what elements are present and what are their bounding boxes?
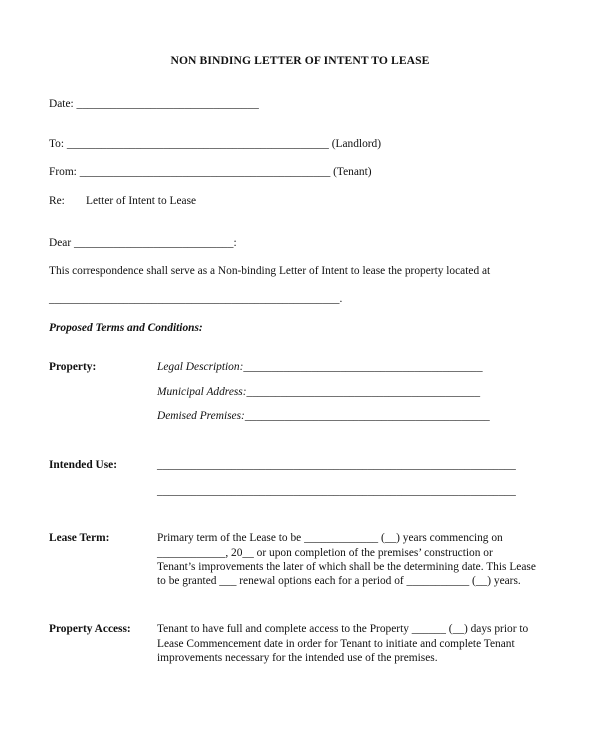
to-line: To: ______________________________________________ (Landlord) — [49, 138, 382, 150]
intended-use-line-1: _______________________________________________________________ — [157, 459, 516, 471]
from-line: From: ____________________________________________ (Tenant) — [49, 166, 372, 178]
municipal-address-line: Municipal Address:_________________________________________ — [157, 386, 481, 398]
demised-premises-line: Demised Premises:___________________________________________ — [157, 410, 490, 422]
legal-description-line: Legal Description:__________________________________________ — [157, 361, 483, 373]
dear-line: Dear ____________________________: — [49, 237, 237, 249]
re-label: Re: — [49, 195, 65, 207]
location-line: ___________________________________________________. — [49, 293, 343, 305]
lease-term-line-2: ____________, 20__ or upon completion of the premises’ construction or — [157, 547, 493, 559]
intended-use-label: Intended Use: — [49, 459, 118, 471]
proposed-terms-heading: Proposed Terms and Conditions: — [49, 322, 203, 334]
intended-use-line-2: _______________________________________________________________ — [157, 485, 516, 497]
re-text: Letter of Intent to Lease — [86, 195, 197, 207]
lease-term-label: Lease Term: — [49, 532, 110, 544]
property-access-label: Property Access: — [49, 623, 131, 635]
lease-term-line-4: to be granted ___ renewal options each for a period of ___________ (__) years. — [157, 575, 521, 587]
property-access-line-1: Tenant to have full and complete access to the Property ______ (__) days prior to — [157, 623, 529, 635]
document-title: NON BINDING LETTER OF INTENT TO LEASE — [170, 54, 430, 67]
property-access-line-3: improvements necessary for the intended use of the premises. — [157, 652, 438, 664]
date-line: Date: ________________________________ — [49, 98, 259, 110]
lease-term-line-1: Primary term of the Lease to be _____________ (__) years commencing on — [157, 532, 503, 544]
correspondence-text: This correspondence shall serve as a Non-binding Letter of Intent to lease the property located at — [49, 265, 491, 277]
lease-term-line-3: Tenant’s improvements the later of which shall be the determining date. This Lease — [157, 561, 536, 573]
property-label: Property: — [49, 361, 97, 373]
property-access-line-2: Lease Commencement date in order for Tenant to initiate and complete Tenant — [157, 638, 515, 650]
